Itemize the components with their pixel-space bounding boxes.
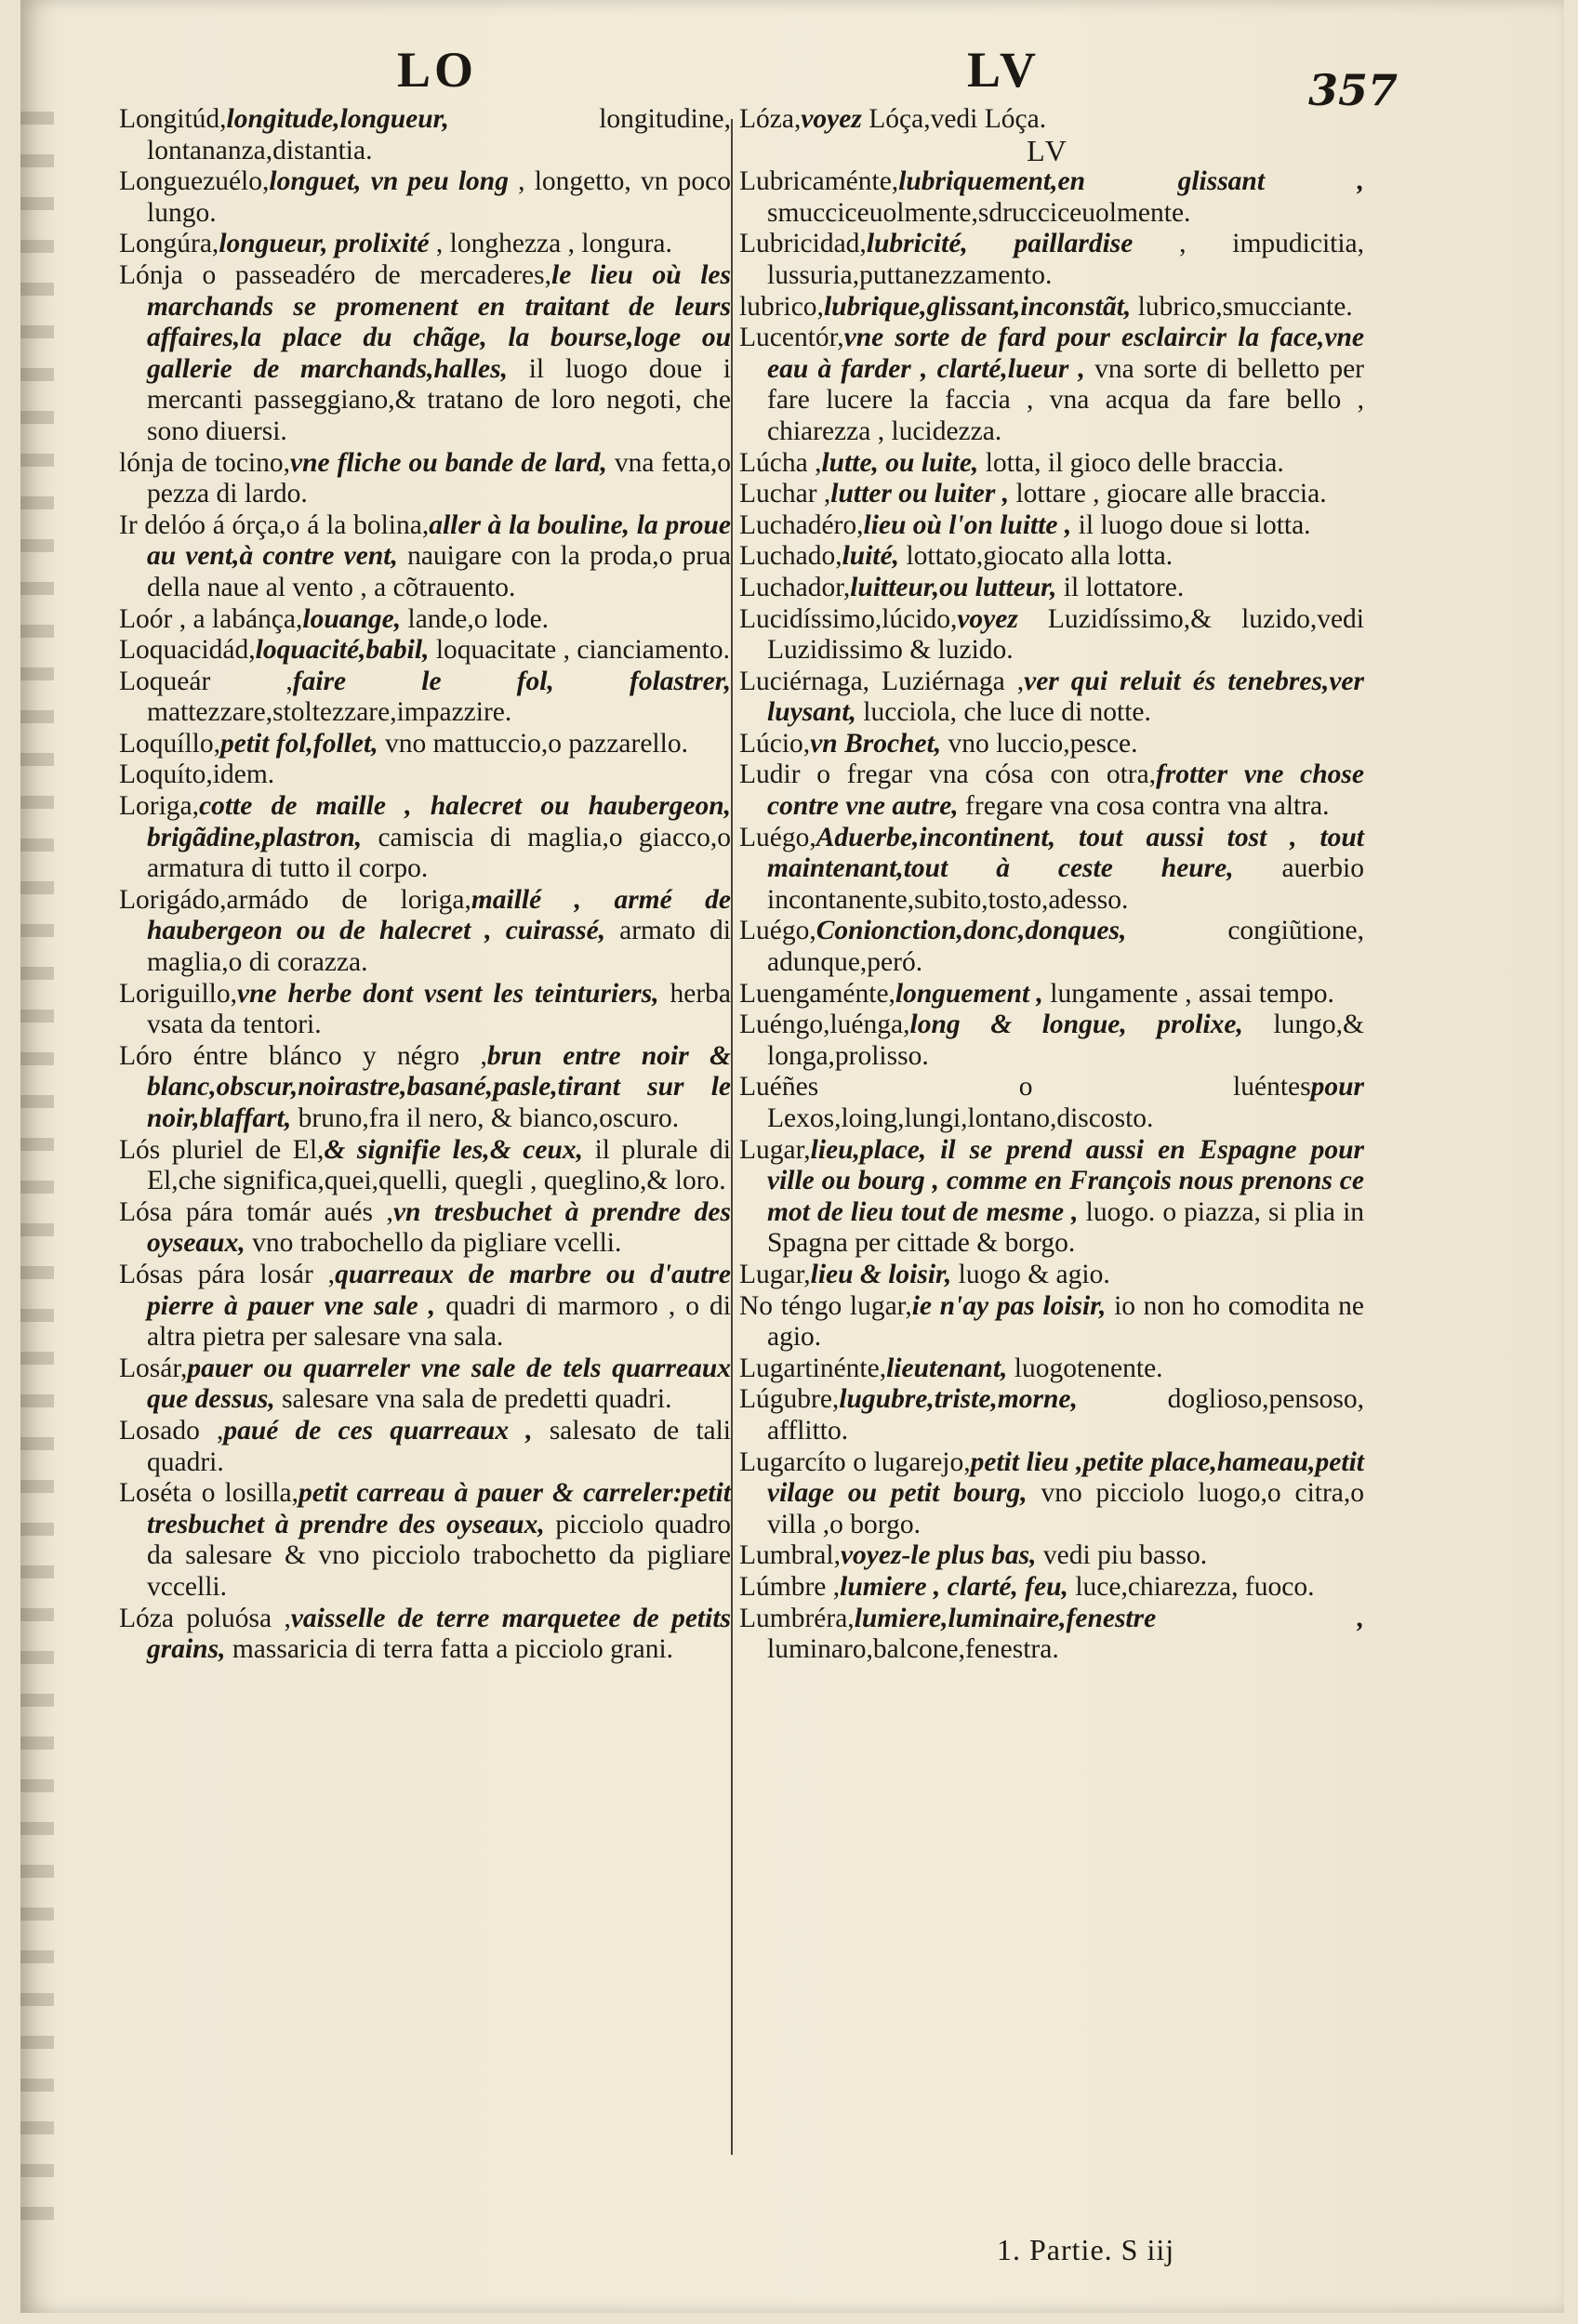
italian-gloss: , impudicitia, lussuria,puttanezzamento.: [767, 229, 1364, 290]
french-gloss: luité,: [842, 541, 900, 572]
headword: Luchar ,: [739, 479, 831, 509]
french-gloss: lugubre,triste,morne,: [839, 1384, 1078, 1415]
headword: Loriga,: [119, 791, 200, 822]
dictionary-entry: [112, 1478, 731, 1603]
book-page: [20, 0, 1564, 2313]
headword: Lónja o passeadéro de mercaderes,: [119, 259, 551, 290]
headword: Loquíllo,: [119, 728, 220, 759]
italian-gloss: smucciceuolmente,sdrucciceuolmente.: [767, 197, 1191, 228]
french-gloss: cotte de maille , halecret ou haubergeon, brigãdine,plastron,: [147, 791, 731, 852]
italian-gloss: vno mattuccio,o pazzarello.: [384, 728, 688, 759]
dictionary-entry: [732, 667, 1364, 729]
italian-gloss: il luogo doue si lotta.: [1078, 509, 1311, 540]
dictionary-entry: [112, 166, 731, 229]
french-gloss: faire le fol, folastrer,: [292, 666, 731, 696]
headword: Lósas pára losár ,: [119, 1259, 336, 1289]
french-gloss: quarreaux de marbre ou d'autre pierre à pauer vne sale ,: [147, 1259, 731, 1321]
italian-gloss: massaricia di terra fatta a picciolo grani.: [232, 1634, 674, 1665]
dictionary-entry: [112, 448, 731, 510]
italian-gloss: lottare , giocare alle braccia.: [1015, 479, 1327, 509]
right-column: [732, 104, 1364, 1666]
french-gloss: paué de ces quarreaux ,: [223, 1415, 533, 1446]
italian-gloss: , longetto, vn poco lungo.: [147, 166, 731, 228]
french-gloss: longuement ,: [895, 978, 1043, 1009]
french-gloss: voyez: [957, 603, 1018, 634]
headword: Lumbréra,: [739, 1603, 855, 1633]
headword: Lucentór,: [739, 323, 844, 353]
dictionary-entry: [732, 323, 1364, 447]
headword: Losár,: [119, 1353, 188, 1383]
headword: lónja de tocino,: [119, 447, 290, 478]
dictionary-entry: [732, 1447, 1364, 1541]
french-gloss: & signifie les,& ceux,: [324, 1134, 584, 1165]
dictionary-entry: [112, 759, 731, 791]
french-gloss: vn Brochet,: [810, 728, 942, 759]
italian-gloss: vedi piu basso.: [1042, 1540, 1208, 1571]
italian-gloss: lotta, il gioco delle braccia.: [985, 447, 1284, 478]
italian-gloss: camiscia di maglia,o giacco,o armatura di tutto il corpo.: [147, 822, 732, 884]
left-column: [112, 104, 731, 1666]
headword: Loór , a labánça,: [119, 603, 303, 634]
headword: Luengaménte,: [739, 978, 895, 1009]
italian-gloss: vno picciolo luogo,o citra,o villa ,o borgo.: [767, 1478, 1364, 1539]
french-gloss: lieu où l'on luitte ,: [863, 509, 1072, 540]
headword: Lós pluriel de El,: [119, 1134, 325, 1165]
french-gloss: longitude,longueur,: [226, 104, 449, 134]
dictionary-entry: [112, 1041, 731, 1135]
headword: Lúcha ,: [739, 447, 822, 478]
dictionary-entry: [112, 260, 731, 448]
bleed-through-gutter: [20, 112, 54, 2250]
italian-gloss: luminaro,balcone,fenestra.: [767, 1634, 1059, 1665]
dictionary-entry: [112, 104, 731, 166]
dictionary-entry: [732, 573, 1364, 604]
dictionary-entry: [732, 1604, 1364, 1666]
headword: Lóza,: [739, 104, 802, 134]
italian-gloss: bruno,fra il nero, & bianco,oscuro.: [298, 1103, 680, 1133]
italian-gloss: , longhezza , longura.: [435, 229, 672, 259]
french-gloss: vaisselle de terre marquetee de petits grains,: [147, 1603, 731, 1665]
italian-gloss: vno trabochello da pigliare vcelli.: [252, 1228, 622, 1259]
dictionary-entry: [732, 1384, 1364, 1446]
italian-gloss: vno luccio,pesce.: [948, 728, 1138, 759]
headword: Lóza poluósa ,: [119, 1603, 291, 1633]
italian-gloss: picciolo quadro da salesare & vno picciolo trabochetto da pigliare vccelli.: [147, 1509, 731, 1602]
french-gloss: lieutenant,: [886, 1353, 1008, 1383]
dictionary-entry: [732, 823, 1364, 917]
dictionary-entry: [732, 916, 1364, 978]
italian-gloss: congiũtione, adunque,peró.: [767, 916, 1364, 978]
headword: Lúmbre ,: [739, 1571, 841, 1602]
italian-gloss: Lexos,loing,lungi,lontano,discosto.: [767, 1103, 1154, 1133]
headword: Loquacidád,: [119, 635, 256, 666]
dictionary-entry: [732, 604, 1364, 667]
french-gloss: lutter ou luiter ,: [830, 479, 1010, 509]
french-gloss: longuet, vn peu long: [269, 166, 509, 197]
headword: Lubricidad,: [739, 229, 867, 259]
french-gloss: voyez: [801, 104, 862, 134]
headword: Loqueár ,: [119, 666, 293, 696]
italian-gloss: il plurale di El,che significa,quei,quelli, quegli , queglino,& loro.: [147, 1134, 731, 1196]
headword: Lubricaménte,: [739, 166, 899, 197]
headword: Luchadéro,: [739, 509, 864, 540]
french-gloss: lutte, ou luite,: [821, 447, 979, 478]
italian-gloss: loquacitate , cianciamento.: [435, 635, 730, 666]
french-gloss: lubriquement,en glissant ,: [898, 166, 1364, 197]
french-gloss: long & longue, prolixe,: [909, 1010, 1243, 1040]
page-number: 357: [1308, 65, 1399, 115]
headword: Lósa pára tomár aués ,: [119, 1196, 393, 1227]
french-gloss: ver qui reluit és tenebres,ver luysant,: [767, 666, 1364, 728]
dictionary-entry: [112, 729, 731, 760]
french-gloss: petit fol,follet,: [219, 728, 378, 759]
dictionary-entry: [112, 1197, 731, 1260]
french-gloss: loquacité,babil,: [255, 635, 430, 666]
italian-gloss: armato di maglia,o di corazza.: [147, 916, 731, 978]
french-gloss: vne sorte de fard pour esclaircir la face,vne eau à farder , clarté,lueur ,: [767, 323, 1364, 384]
dictionary-entry: [732, 1291, 1364, 1353]
dictionary-entry: [112, 510, 731, 604]
dictionary-entry: [732, 448, 1364, 480]
headword: Lugartinénte,: [739, 1353, 887, 1383]
headword: Longúra,: [119, 229, 219, 259]
french-gloss: petit lieu ,petite place,hameau,petit vilage ou petit bourg,: [767, 1446, 1364, 1509]
dictionary-entry: [732, 1572, 1364, 1604]
headword: Longitúd,: [119, 104, 227, 134]
italian-gloss: longitudine, lontananza,distantia.: [147, 104, 731, 165]
headword: Luchado,: [739, 541, 842, 572]
italian-gloss: il luogo doue i mercanti passeggiano,& tratano de loro negoti, che sono diuersi.: [147, 353, 731, 446]
french-gloss: lumiere , clarté, feu,: [840, 1571, 1068, 1602]
italian-gloss: doglioso,pensoso, afflitto.: [767, 1384, 1364, 1446]
headword: Luéñes o luéntes: [739, 1072, 1311, 1103]
italian-gloss: luogotenente.: [1014, 1353, 1163, 1383]
dictionary-entry: [112, 1353, 731, 1416]
italian-gloss: il lottatore.: [1063, 572, 1185, 602]
french-gloss: frotter vne chose contre vne autre,: [767, 759, 1365, 822]
french-gloss: vn tresbuchet à prendre des oyseaux,: [147, 1196, 731, 1259]
signature-footer: 1. Partie. S iij: [997, 2233, 1175, 2266]
italian-gloss: luogo & agio.: [958, 1259, 1110, 1289]
headword: Ir delóo á órça,o á la bolina,: [119, 509, 430, 540]
dictionary-entry: [112, 1260, 731, 1353]
french-gloss: aller à la bouline, la proue au vent,à contre vent,: [147, 509, 731, 572]
dictionary-entry: [112, 1135, 731, 1197]
headword: Loquíto,idem.: [119, 759, 275, 790]
dictionary-entry: [732, 729, 1364, 760]
headword: Lúgubre,: [739, 1384, 840, 1415]
french-gloss: luitteur,ou lutteur,: [850, 572, 1057, 602]
headword: Luciérnaga, Luziérnaga ,: [739, 666, 1025, 696]
headword: Loséta o losilla,: [119, 1478, 299, 1509]
italian-gloss: luogo. o piazza, si plia in Spagna per cittade & borgo.: [767, 1196, 1365, 1259]
italian-gloss: salesato de tali quadri.: [147, 1415, 731, 1477]
headword: Losado ,: [119, 1415, 224, 1446]
dictionary-entry: [732, 292, 1364, 324]
headword: Lugarcíto o lugarejo,: [739, 1446, 971, 1477]
headword: Lúcio,: [739, 728, 811, 759]
dictionary-entry: [732, 541, 1364, 573]
french-gloss: longueur, prolixité: [219, 229, 430, 259]
french-gloss: lieu,place, il se prend aussi en Espagne pour ville ou bourg , comme en François nous prenons ce mot de lieu tout de mesme ,: [767, 1134, 1364, 1227]
italian-gloss: vna sorte di belletto per fare lucere la faccia , vna acqua da fare bello , chiarezza , lucidezza.: [767, 353, 1365, 446]
dictionary-entry: [732, 979, 1364, 1010]
italian-gloss: herba vsata da tentori.: [147, 978, 731, 1040]
dictionary-entry: [732, 166, 1364, 229]
french-gloss: voyez-le plus bas,: [840, 1540, 1037, 1571]
french-gloss: Conionction,donc,donques,: [816, 916, 1127, 946]
italian-gloss: Lóça,vedi Lóça.: [869, 104, 1047, 134]
dictionary-entry: [112, 979, 731, 1041]
french-gloss: lumiere,luminaire,fenestre ,: [854, 1603, 1364, 1633]
headword: Lugar,: [739, 1259, 811, 1289]
french-gloss: lubrique,glissant,inconstãt,: [823, 291, 1132, 322]
italian-gloss: lungamente , assai tempo.: [1050, 978, 1334, 1009]
french-gloss: ie n'ay pas loisir,: [911, 1290, 1107, 1321]
dictionary-entry: [112, 791, 731, 885]
running-head-left: LO: [397, 42, 478, 98]
french-gloss: vne fliche ou bande de lard,: [290, 447, 607, 478]
italian-gloss: lungo,& longa,prolisso.: [767, 1010, 1364, 1071]
dictionary-entry: [112, 1604, 731, 1666]
dictionary-entry: [112, 1416, 731, 1478]
dictionary-entry: [732, 1135, 1364, 1260]
italian-gloss: salesare vna sala de predetti quadri.: [282, 1384, 672, 1415]
headword: No téngo lugar,: [739, 1290, 912, 1321]
dictionary-entry: [112, 885, 731, 979]
dictionary-entry: [732, 104, 1364, 136]
italian-gloss: auerbio incontanente,subito,tosto,adesso.: [767, 853, 1364, 915]
dictionary-entry: [732, 1353, 1364, 1385]
dictionary-entry: [732, 759, 1364, 822]
french-gloss: maillé , armé de haubergeon ou de halecret , cuirassé,: [147, 884, 731, 946]
italian-gloss: Luzidíssimo,& luzido,vedi Luzidissimo & luzido.: [767, 603, 1364, 666]
headword: Lóro éntre blánco y négro ,: [119, 1040, 487, 1071]
french-gloss: lubricité, paillardise: [866, 229, 1134, 259]
dictionary-entry: [732, 479, 1364, 510]
headword: Lugar,: [739, 1134, 811, 1165]
french-gloss: louange,: [302, 603, 402, 634]
french-gloss: vne herbe dont vsent les teinturiers,: [237, 978, 659, 1009]
headword: Longuezuélo,: [119, 166, 270, 197]
french-gloss: le lieu où les marchands se promenent en traitant de leurs affaires,la place du chãge, la bourse,loge ou gallerie de marchands,halles,: [147, 259, 731, 384]
headword: Luéngo,luénga,: [739, 1010, 910, 1040]
dictionary-entry: [112, 604, 731, 636]
dictionary-entry: [112, 667, 731, 729]
headword: lubrico,: [739, 291, 824, 322]
italian-gloss: fregare vna cosa contra vna altra.: [965, 791, 1330, 822]
headword: Loriguillo,: [119, 978, 238, 1009]
dictionary-entry: [112, 229, 731, 260]
dictionary-entry: [732, 1540, 1364, 1572]
french-gloss: pauer ou quarreler vne sale de tels quarreaux que dessus,: [147, 1353, 731, 1415]
dictionary-entry: [732, 1072, 1364, 1134]
italian-gloss: mattezzare,stoltezzare,impazzire.: [147, 697, 512, 728]
italian-gloss: lande,o lode.: [407, 603, 550, 634]
headword: Luégo,: [739, 916, 816, 946]
italian-gloss: quadri di marmoro , o di altra pietra per salesare vna sala.: [147, 1290, 732, 1353]
italian-gloss: nauigare con la proda,o prua della naue al vento , a cõtrauento.: [147, 541, 731, 602]
headword: Ludir o fregar vna cósa con otra,: [739, 759, 1157, 790]
headword: Lumbral,: [739, 1540, 841, 1571]
italian-gloss: vna fetta,o pezza di lardo.: [147, 447, 732, 509]
dictionary-entry: [112, 635, 731, 667]
dictionary-entry: [732, 1260, 1364, 1291]
dictionary-entry: [732, 229, 1364, 291]
french-gloss: brun entre noir & blanc,obscur,noirastre,basané,pasle,tirant sur le noir,blaffart,: [147, 1040, 731, 1133]
italian-gloss: io non ho comodita ne agio.: [767, 1290, 1364, 1353]
italian-gloss: luce,chiarezza, fuoco.: [1075, 1571, 1315, 1602]
section-heading: LV: [1027, 133, 1069, 167]
running-head-right: LV: [967, 42, 1041, 98]
french-gloss: pour: [1310, 1072, 1364, 1103]
headword: Luégo,: [739, 822, 816, 852]
italian-gloss: lottato,giocato alla lotta.: [906, 541, 1174, 572]
headword: Lucidíssimo,lúcido,: [739, 603, 958, 634]
french-gloss: Aduerbe,incontinent, tout aussi tost , tout maintenant,tout à ceste heure,: [767, 822, 1364, 884]
dictionary-entry: [732, 510, 1364, 542]
french-gloss: lieu & loisir,: [810, 1259, 952, 1289]
french-gloss: petit carreau à pauer & carreler:petit tresbuchet à prendre des oyseaux,: [147, 1478, 731, 1539]
headword: Lorigádo,armádo de loriga,: [119, 884, 471, 915]
italian-gloss: lucciola, che luce di notte.: [863, 697, 1151, 728]
dictionary-entry: [732, 1010, 1364, 1072]
headword: Luchador,: [739, 572, 851, 602]
italian-gloss: lubrico,smucciante.: [1137, 291, 1353, 322]
